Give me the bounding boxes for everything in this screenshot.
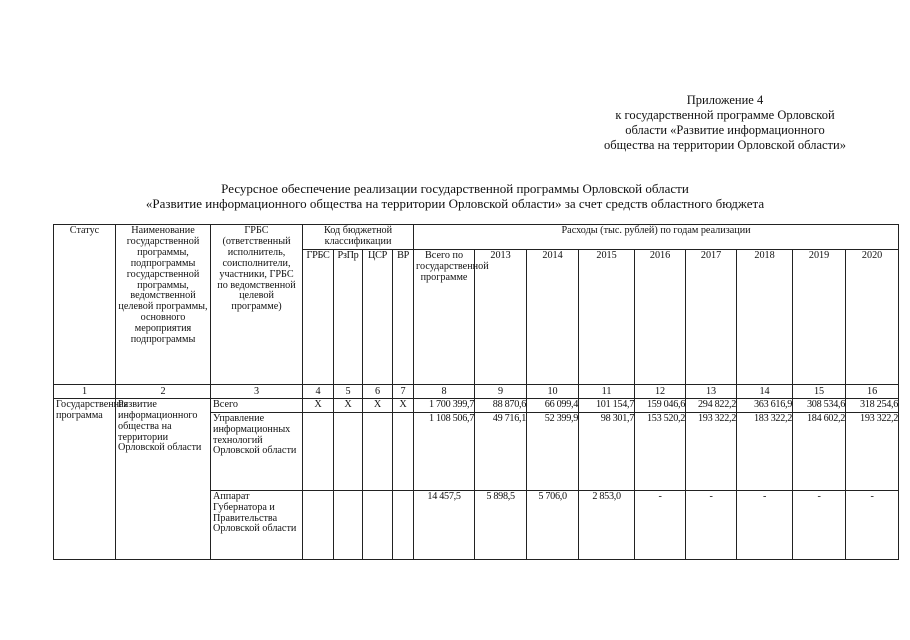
column-number: 9 [475, 384, 527, 398]
value-cell: 363 616,9 [737, 398, 793, 412]
header-year-2016: 2016 [635, 249, 686, 384]
column-number: 11 [579, 384, 635, 398]
value-cell: - [793, 490, 846, 559]
value-cell: 101 154,7 [579, 398, 635, 412]
column-number: 2 [116, 384, 211, 398]
value-cell: 308 534,6 [793, 398, 846, 412]
grbs-cell: Всего [211, 398, 303, 412]
header-year-2013: 2013 [475, 249, 527, 384]
code-cell: X [393, 398, 414, 412]
code-cell: X [303, 398, 334, 412]
header-year-2018: 2018 [737, 249, 793, 384]
column-number: 7 [393, 384, 414, 398]
table-row [54, 398, 899, 412]
status-cell: Государственная программа [54, 398, 116, 559]
column-number: 3 [211, 384, 303, 398]
value-cell: 193 322,2 [686, 412, 737, 490]
column-number: 4 [303, 384, 334, 398]
value-cell: 49 716,1 [475, 412, 527, 490]
header-expenses: Расходы (тыс. рублей) по годам реализации [414, 225, 899, 250]
code-cell [334, 412, 363, 490]
value-cell: 88 870,6 [475, 398, 527, 412]
value-cell: - [686, 490, 737, 559]
code-cell [303, 490, 334, 559]
resource-table [53, 224, 899, 560]
header-year-2020: 2020 [846, 249, 899, 384]
value-cell: 153 520,2 [635, 412, 686, 490]
column-number: 6 [363, 384, 393, 398]
column-number: 10 [527, 384, 579, 398]
header-row-1 [54, 225, 899, 250]
code-cell: X [334, 398, 363, 412]
column-number: 13 [686, 384, 737, 398]
header-code-vr: ВР [393, 249, 414, 384]
header-grbs: ГРБС (ответственный исполнитель, соисполнители, участники, ГРБС по ведомственной целевой программе) [211, 225, 303, 385]
value-cell: 184 602,2 [793, 412, 846, 490]
document-title [40, 181, 870, 211]
value-cell: 5 706,0 [527, 490, 579, 559]
header-name: Наименование государственной программы, подпрограммы государственной программы, ведомственной целевой программы, основного мероприятия подпрограммы [116, 225, 211, 385]
value-cell: 183 322,2 [737, 412, 793, 490]
header-budget-code: Код бюджетной классификации [303, 225, 414, 250]
code-cell [334, 490, 363, 559]
code-cell [363, 412, 393, 490]
value-cell: 159 046,6 [635, 398, 686, 412]
value-cell: 98 301,7 [579, 412, 635, 490]
column-number: 16 [846, 384, 899, 398]
header-year-2014: 2014 [527, 249, 579, 384]
value-cell: 2 853,0 [579, 490, 635, 559]
grbs-cell: Управление информационных технологий Орловской области [211, 412, 303, 490]
appendix-line-1: Приложение 4 [686, 93, 764, 107]
value-cell: 1 700 399,7 [414, 398, 475, 412]
title-line-2: «Развитие информационного общества на территории Орловской области» за счет средств областного бюджета [145, 196, 765, 211]
code-cell [393, 490, 414, 559]
title-line-1: Ресурсное обеспечение реализации государственной программы Орловской области [221, 181, 689, 196]
header-code-grbs: ГРБС [303, 249, 334, 384]
value-cell: - [635, 490, 686, 559]
grbs-cell: Аппарат Губернатора и Правительства Орловской области [211, 490, 303, 559]
column-number: 12 [635, 384, 686, 398]
value-cell: 5 898,5 [475, 490, 527, 559]
value-cell: 1 108 506,7 [414, 412, 475, 490]
appendix-note [540, 93, 910, 153]
appendix-line-4: общества на территории Орловской области» [604, 138, 846, 152]
column-number: 15 [793, 384, 846, 398]
appendix-line-2: к государственной программе Орловской [615, 108, 835, 122]
column-number-row [54, 384, 899, 398]
column-number: 5 [334, 384, 363, 398]
code-cell: X [363, 398, 393, 412]
column-number: 14 [737, 384, 793, 398]
header-status: Статус [54, 225, 116, 385]
value-cell: 52 399,9 [527, 412, 579, 490]
value-cell: 318 254,6 [846, 398, 899, 412]
header-year-2019: 2019 [793, 249, 846, 384]
header-code-rzpr: РзПр [334, 249, 363, 384]
code-cell [363, 490, 393, 559]
header-year-2015: 2015 [579, 249, 635, 384]
value-cell: - [846, 490, 899, 559]
value-cell: - [737, 490, 793, 559]
value-cell: 14 457,5 [414, 490, 475, 559]
column-number: 1 [54, 384, 116, 398]
appendix-line-3: области «Развитие информационного [625, 123, 825, 137]
header-year-2017: 2017 [686, 249, 737, 384]
code-cell [393, 412, 414, 490]
column-number: 8 [414, 384, 475, 398]
header-total: Всего по государственной программе [414, 249, 475, 384]
value-cell: 193 322,2 [846, 412, 899, 490]
header-code-csr: ЦСР [363, 249, 393, 384]
value-cell: 294 822,2 [686, 398, 737, 412]
value-cell: 66 099,4 [527, 398, 579, 412]
code-cell [303, 412, 334, 490]
program-name-cell: Развитие информационного общества на территории Орловской области [116, 398, 211, 559]
